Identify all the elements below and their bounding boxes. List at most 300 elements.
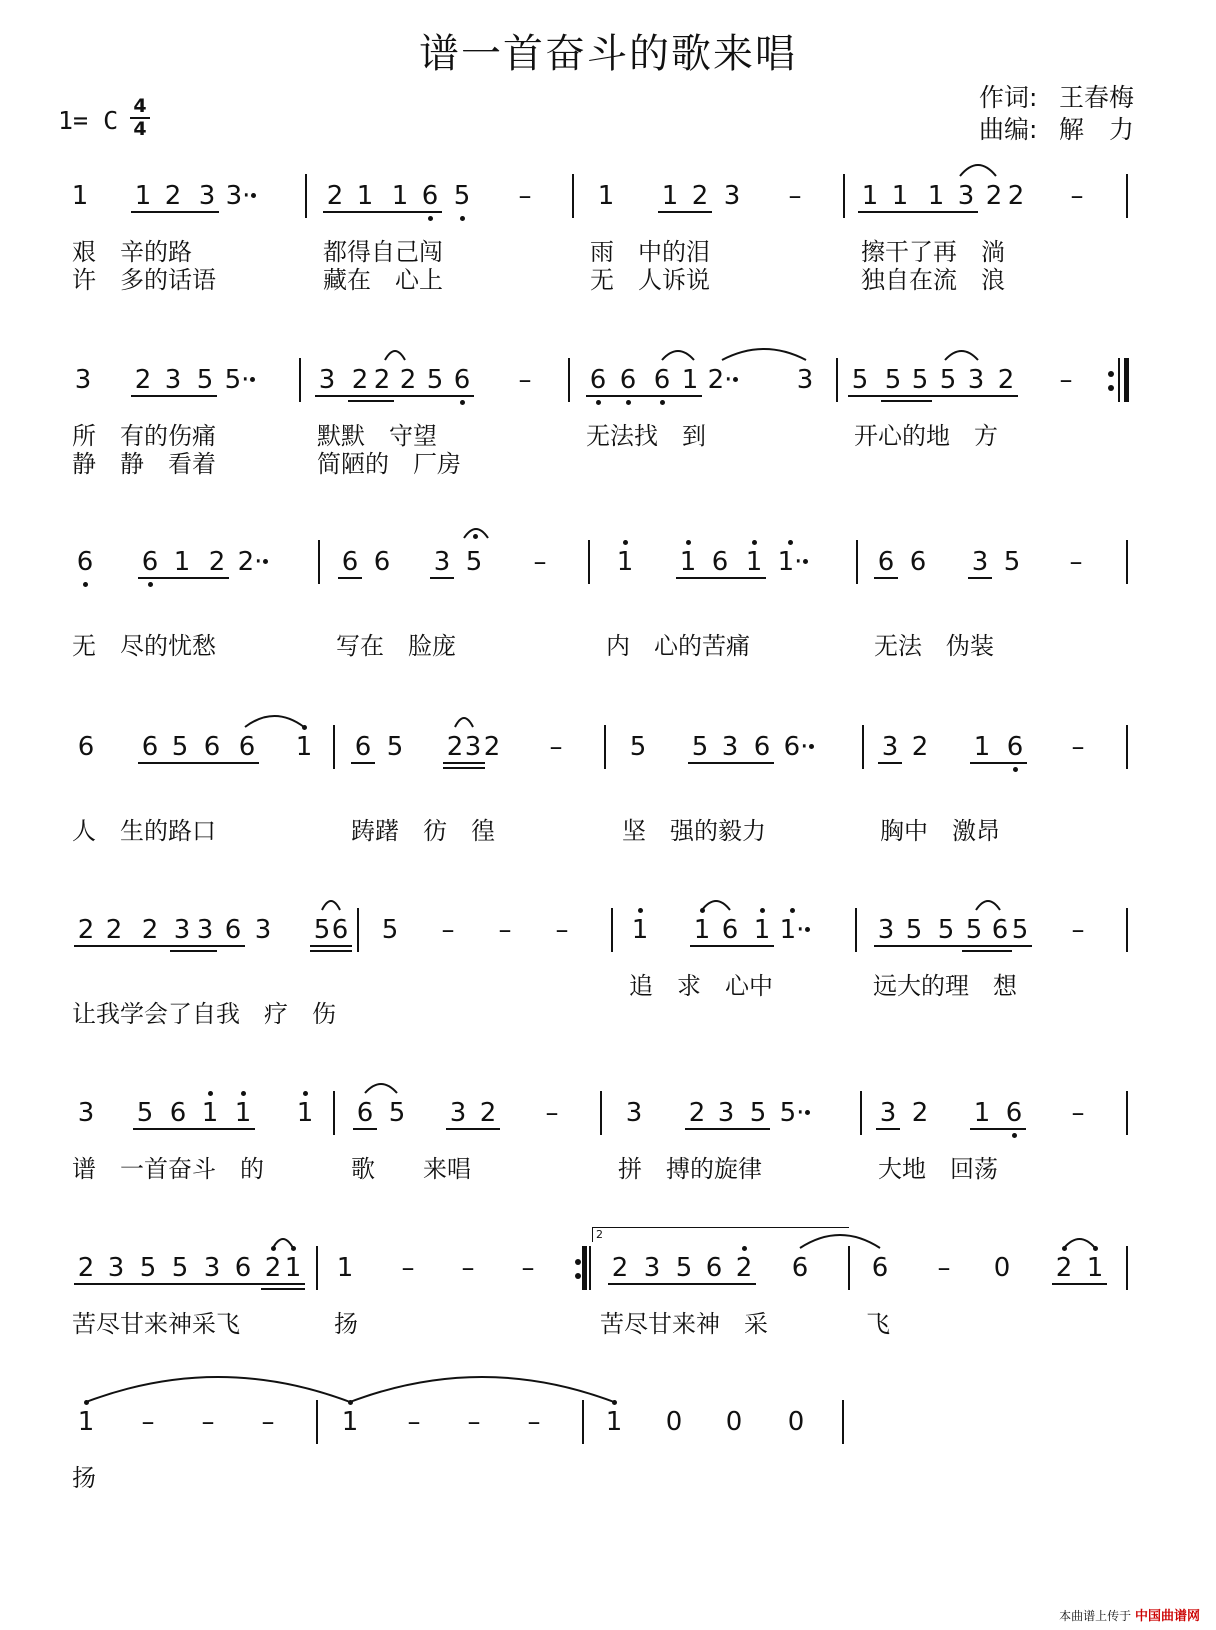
octave-dot-high — [241, 1091, 246, 1096]
note: 1 — [1086, 1253, 1104, 1283]
note: 2 — [105, 915, 123, 945]
barline — [604, 725, 606, 769]
credits — [979, 82, 1134, 146]
note: 3 — [464, 732, 482, 762]
note: 1 — [71, 181, 89, 211]
note: 5 — [313, 915, 331, 945]
beam-underline — [874, 577, 898, 579]
note: 3 — [203, 1253, 221, 1283]
composer-line — [979, 114, 1134, 146]
repeat-dot — [1108, 371, 1114, 377]
octave-dot-low — [1012, 1133, 1017, 1138]
dash: – — [555, 915, 569, 945]
lyric: 静 静 看着 — [72, 450, 216, 478]
lyric: 苦尽甘来神采飞 — [72, 1310, 240, 1338]
slur — [365, 1083, 397, 1095]
note: 5 — [171, 1253, 189, 1283]
note: 2· — [237, 547, 263, 577]
barline — [855, 908, 857, 952]
octave-dot-low — [1013, 767, 1018, 772]
repeat-barline — [589, 1246, 591, 1290]
lyric: 写在 脸庞 — [336, 632, 456, 660]
beam-underline — [423, 395, 474, 397]
lyricist-name: 王春梅 — [1058, 83, 1134, 112]
octave-dot-low — [460, 216, 465, 221]
note: 0 — [665, 1407, 683, 1437]
barline — [860, 1091, 862, 1135]
barline — [568, 358, 570, 402]
note: 2 — [735, 1253, 753, 1283]
note: 6 — [753, 732, 771, 762]
slur — [455, 717, 473, 729]
barline — [299, 358, 301, 402]
note: 6 — [791, 1253, 809, 1283]
note: 5 — [691, 732, 709, 762]
note: 3 — [796, 365, 814, 395]
note: 3 — [723, 181, 741, 211]
lyric: 无 人诉说 — [590, 266, 710, 294]
note: 2 — [911, 732, 929, 762]
repeat-barline — [1118, 358, 1120, 402]
note: 1 — [295, 732, 313, 762]
note: 5· — [779, 1098, 805, 1128]
note: 3 — [971, 547, 989, 577]
lyric: 踌躇 彷 徨 — [351, 817, 495, 845]
note: 5 — [749, 1098, 767, 1128]
lyric: 艰 辛的路 — [72, 238, 192, 266]
note: 3 — [173, 915, 191, 945]
note: 1 — [296, 1098, 314, 1128]
note: 6 — [203, 732, 221, 762]
octave-dot-high — [742, 1246, 747, 1251]
note: 5 — [1011, 915, 1029, 945]
octave-dot-high — [638, 908, 643, 913]
dash: – — [201, 1407, 215, 1437]
note: 2 — [351, 365, 369, 395]
note: 5 — [381, 915, 399, 945]
slur — [662, 350, 694, 362]
note: 6 — [877, 547, 895, 577]
lyricist-label: 作词: — [978, 83, 1038, 112]
note: 6 — [77, 732, 95, 762]
beam-underline — [970, 1128, 1026, 1130]
note: 5 — [386, 732, 404, 762]
dash: – — [527, 1407, 541, 1437]
slur — [1064, 1238, 1095, 1250]
repeat-dot — [575, 1273, 581, 1279]
note: 6 — [141, 547, 159, 577]
note: 1 — [597, 181, 615, 211]
note: 6 — [169, 1098, 187, 1128]
note: 1 — [973, 732, 991, 762]
note: 5 — [675, 1253, 693, 1283]
augmentation-dot — [250, 377, 255, 382]
final-barline — [842, 1400, 844, 1444]
barline — [572, 174, 574, 218]
note: 6 — [619, 365, 637, 395]
note: 0 — [787, 1407, 805, 1437]
beam-underline — [1052, 1283, 1107, 1285]
augmentation-dot — [805, 1110, 810, 1115]
note: 1 — [631, 915, 649, 945]
note: 5 — [937, 915, 955, 945]
augmentation-dot — [805, 927, 810, 932]
beam-underline — [848, 395, 1018, 397]
octave-dot-low — [660, 400, 665, 405]
beam-underline — [874, 945, 1032, 947]
lyric: 苦尽甘来神 采 — [600, 1310, 768, 1338]
note: 5 — [388, 1098, 406, 1128]
note: 1 — [973, 1098, 991, 1128]
note: 3 — [254, 915, 272, 945]
barline — [333, 725, 335, 769]
note: 2 — [911, 1098, 929, 1128]
beam-underline — [676, 577, 766, 579]
note: 2 — [264, 1253, 282, 1283]
dash: – — [518, 365, 532, 395]
dash: – — [467, 1407, 481, 1437]
repeat-dot — [575, 1259, 581, 1265]
note: 6 — [331, 915, 349, 945]
note: 1 — [356, 181, 374, 211]
note: 3 — [107, 1253, 125, 1283]
slur — [245, 715, 304, 729]
note: 1 — [693, 915, 711, 945]
beam-underline — [876, 1128, 900, 1130]
lyricist-line — [979, 82, 1134, 114]
slur — [350, 1376, 614, 1404]
dash: – — [1071, 1098, 1085, 1128]
lyric: 擦干了再 淌 — [861, 238, 1005, 266]
barline — [1126, 1246, 1128, 1290]
note: 1· — [777, 547, 803, 577]
note: 1 — [605, 1407, 623, 1437]
note: 6 — [1005, 1098, 1023, 1128]
note: 6 — [991, 915, 1009, 945]
note: 2 — [77, 1253, 95, 1283]
lyric: 默默 守望 — [317, 422, 437, 450]
note: 6 — [238, 732, 256, 762]
beam-underline — [348, 400, 394, 402]
octave-dot-high — [788, 540, 793, 545]
dash: – — [788, 181, 802, 211]
note: 1 — [661, 181, 679, 211]
barline — [582, 1400, 584, 1444]
dash: – — [401, 1253, 415, 1283]
dash: – — [521, 1253, 535, 1283]
note: 1 — [891, 181, 909, 211]
octave-dot-high — [208, 1091, 213, 1096]
beam-underline — [353, 1128, 377, 1130]
note: 1 — [336, 1253, 354, 1283]
note: 2 — [479, 1098, 497, 1128]
augmentation-dot — [251, 193, 256, 198]
beam-underline — [658, 211, 712, 213]
octave-dot-high — [752, 540, 757, 545]
octave-dot-high — [760, 908, 765, 913]
beam-underline — [430, 577, 454, 579]
note: 2 — [446, 732, 464, 762]
slur — [722, 348, 806, 362]
note: 1 — [284, 1253, 302, 1283]
octave-dot-high — [623, 540, 628, 545]
octave-dot-low — [460, 400, 465, 405]
dash: – — [937, 1253, 951, 1283]
note: 3 — [196, 915, 214, 945]
note: 2 — [483, 732, 501, 762]
note: 6 — [1006, 732, 1024, 762]
note: 6· — [783, 732, 809, 762]
augmentation-dot — [803, 559, 808, 564]
note: 3 — [717, 1098, 735, 1128]
time-signature — [130, 97, 150, 139]
dash: – — [1069, 547, 1083, 577]
augmentation-dot — [263, 559, 268, 564]
beam-underline — [351, 762, 375, 764]
beam-underline — [881, 400, 932, 402]
lyric: 无法 伪装 — [874, 632, 994, 660]
note: 5 — [629, 732, 647, 762]
beam-underline — [338, 577, 362, 579]
note: 6 — [871, 1253, 889, 1283]
note: 5 — [911, 365, 929, 395]
barline — [843, 174, 845, 218]
barline — [611, 908, 613, 952]
note: 1 — [861, 181, 879, 211]
note: 6 — [224, 915, 242, 945]
lyric: 胸中 激昂 — [880, 817, 1000, 845]
note: 6 — [705, 1253, 723, 1283]
note: 3 — [77, 1098, 95, 1128]
note: 1 — [77, 1407, 95, 1437]
beam-underline — [685, 1128, 770, 1130]
beam-underline — [446, 1128, 500, 1130]
note: 6 — [341, 547, 359, 577]
volta-bracket — [592, 1227, 849, 1242]
lyric: 让我学会了自我 疗 伤 — [72, 1000, 336, 1028]
barline — [1126, 725, 1128, 769]
lyric: 坚 强的毅力 — [622, 817, 766, 845]
octave-dot-low — [148, 582, 153, 587]
note: 1 — [681, 365, 699, 395]
beam-underline — [310, 945, 352, 947]
lyric: 独自在流 浪 — [861, 266, 1005, 294]
beam-underline — [170, 950, 217, 952]
note: 3 — [433, 547, 451, 577]
lyric: 远大的理 想 — [873, 972, 1017, 1000]
beam-underline — [586, 395, 702, 397]
beam-underline — [133, 1128, 255, 1130]
key-signature: 1= C — [58, 106, 119, 135]
octave-dot-high — [686, 540, 691, 545]
note: 3 — [879, 1098, 897, 1128]
note: 6 — [373, 547, 391, 577]
dash: – — [461, 1253, 475, 1283]
lyric: 许 多的话语 — [72, 266, 216, 294]
note: 6 — [354, 732, 372, 762]
note: 1 — [753, 915, 771, 945]
note: 1 — [341, 1407, 359, 1437]
barline — [316, 1246, 318, 1290]
barline — [333, 1091, 335, 1135]
slur — [273, 1238, 293, 1250]
dash: – — [141, 1407, 155, 1437]
note: 2 — [399, 365, 417, 395]
beam-underline — [443, 762, 485, 764]
note: 5 — [1003, 547, 1021, 577]
barline — [357, 908, 359, 952]
note: 2 — [134, 365, 152, 395]
note: 2 — [326, 181, 344, 211]
page-footer — [1059, 1605, 1200, 1624]
beam-underline — [74, 1283, 305, 1285]
dash: – — [1070, 181, 1084, 211]
beam-underline — [878, 762, 902, 764]
beam-underline — [968, 577, 992, 579]
octave-dot-low — [626, 400, 631, 405]
slur — [86, 1376, 350, 1404]
note: 3 — [449, 1098, 467, 1128]
dash: – — [1071, 732, 1085, 762]
lyric: 谱 一首奋斗 的 — [72, 1155, 264, 1183]
note: 2 — [77, 915, 95, 945]
barline — [318, 540, 320, 584]
note: 5 — [171, 732, 189, 762]
note: 2 — [997, 365, 1015, 395]
octave-dot-low — [428, 216, 433, 221]
note: 5 — [851, 365, 869, 395]
barline — [1126, 908, 1128, 952]
composer-label: 曲编: — [978, 115, 1038, 144]
dash: – — [518, 181, 532, 211]
dash: – — [498, 915, 512, 945]
note: 3 — [877, 915, 895, 945]
note: 6 — [909, 547, 927, 577]
note: 6 — [721, 915, 739, 945]
note: 3 — [957, 181, 975, 211]
note: 2 — [373, 365, 391, 395]
note: 3 — [198, 181, 216, 211]
slur — [960, 164, 996, 178]
barline — [588, 540, 590, 584]
note: 5 — [196, 365, 214, 395]
barline — [1126, 174, 1128, 218]
note: 3 — [643, 1253, 661, 1283]
note: 1 — [134, 181, 152, 211]
note: 2 — [691, 181, 709, 211]
note: 2 — [141, 915, 159, 945]
note: 1 — [745, 547, 763, 577]
barline — [862, 725, 864, 769]
barline — [582, 1246, 587, 1290]
composer-name: 解 力 — [1058, 115, 1134, 144]
note: 1 — [201, 1098, 219, 1128]
note: 5 — [905, 915, 923, 945]
dash: – — [533, 547, 547, 577]
note: 3 — [625, 1098, 643, 1128]
time-signature-bottom: 4 — [133, 118, 147, 140]
note: 0 — [725, 1407, 743, 1437]
note: 2 — [1007, 181, 1025, 211]
footer-text: 本曲谱上传于 — [1059, 1609, 1132, 1623]
slur — [976, 900, 1000, 912]
lyric: 藏在 心上 — [323, 266, 443, 294]
slur — [945, 350, 978, 362]
note: 3 — [318, 365, 336, 395]
note: 5 — [139, 1253, 157, 1283]
lyric: 歌 来唱 — [351, 1155, 471, 1183]
lyric: 人 生的路口 — [72, 817, 216, 845]
barline — [1124, 358, 1129, 402]
time-signature-top: 4 — [133, 95, 147, 117]
note: 5 — [453, 181, 471, 211]
note: 6 — [421, 181, 439, 211]
note: 6 — [653, 365, 671, 395]
note: 5 — [939, 365, 957, 395]
lyric: 大地 回荡 — [878, 1155, 998, 1183]
note: 6 — [76, 547, 94, 577]
beam-underline — [323, 211, 442, 213]
beam-underline — [858, 211, 978, 213]
note: 5 — [426, 365, 444, 395]
note: 1 — [234, 1098, 252, 1128]
note: 3 — [74, 365, 92, 395]
beam-underline — [310, 950, 352, 952]
note: 6 — [589, 365, 607, 395]
dash: – — [1059, 365, 1073, 395]
fermata-dot — [473, 534, 478, 539]
note: 1 — [927, 181, 945, 211]
beam-underline — [690, 945, 774, 947]
lyric: 雨 中的泪 — [590, 238, 710, 266]
lyric: 所 有的伤痛 — [72, 422, 216, 450]
note: 3 — [881, 732, 899, 762]
note: 1 — [616, 547, 634, 577]
octave-dot-high — [303, 1091, 308, 1096]
note: 6 — [141, 732, 159, 762]
dash: – — [549, 732, 563, 762]
dash: – — [545, 1098, 559, 1128]
slur — [702, 900, 730, 912]
lyric: 简陋的 厂房 — [317, 450, 461, 478]
barline — [1126, 1091, 1128, 1135]
barline — [856, 540, 858, 584]
note: 2· — [707, 365, 733, 395]
note: 2 — [208, 547, 226, 577]
lyric: 都得自己闯 — [323, 238, 443, 266]
lyric: 扬 — [334, 1310, 358, 1338]
note: 6 — [234, 1253, 252, 1283]
note: 5 — [884, 365, 902, 395]
note: 1 — [173, 547, 191, 577]
augmentation-dot — [733, 377, 738, 382]
octave-dot-high — [790, 908, 795, 913]
beam-underline — [608, 1283, 756, 1285]
barline — [836, 358, 838, 402]
dash: – — [441, 915, 455, 945]
slur — [385, 350, 405, 362]
slur — [322, 900, 340, 912]
note: 5· — [224, 365, 250, 395]
note: 1· — [779, 915, 805, 945]
lyric: 开心的地 方 — [854, 422, 998, 450]
barline — [1126, 540, 1128, 584]
lyric: 无法找 到 — [586, 422, 706, 450]
note: 3· — [225, 181, 251, 211]
beam-underline — [138, 577, 229, 579]
note: 1 — [391, 181, 409, 211]
note: 6 — [453, 365, 471, 395]
